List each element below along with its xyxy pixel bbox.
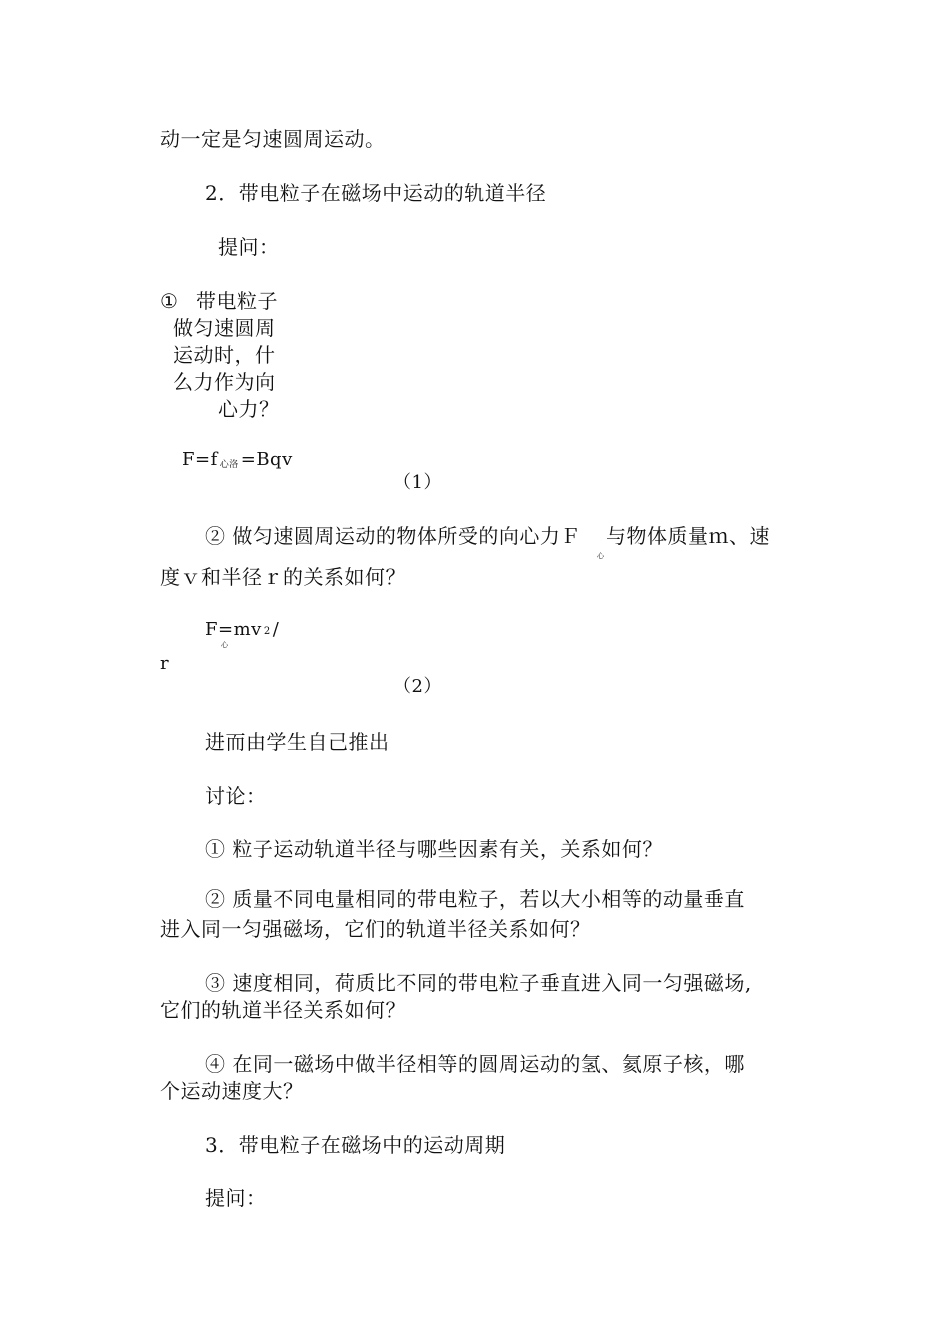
discussion-item: ② 质量不同电量相同的带电粒子，若以大小相等的动量垂直	[205, 887, 745, 911]
equation-text: /	[272, 619, 280, 640]
discussion-item: ③ 速度相同，荷质比不同的带电粒子垂直进入同一匀强磁场,	[205, 971, 752, 995]
equation-text: F=f	[182, 449, 218, 470]
subscript: 心	[221, 641, 228, 649]
equation-text: r	[160, 653, 170, 674]
text-line: 讨论：	[205, 784, 267, 808]
question-text: 度ｖ和半径ｒ的关系如何？	[160, 565, 406, 589]
subscript: 心	[597, 552, 604, 560]
question-text: 运动时，什	[173, 343, 276, 367]
section-heading: 2．带电粒子在磁场中运动的轨道半径	[205, 181, 547, 205]
discussion-item: 它们的轨道半径关系如何？	[160, 998, 406, 1022]
question-marker: ①	[160, 289, 179, 313]
question-text: ② 做匀速圆周运动的物体所受的向心力Ｆ	[205, 524, 581, 548]
equation-text: =mv	[218, 619, 262, 640]
equation-1	[182, 448, 293, 475]
question-text: 么力作为向	[173, 370, 276, 394]
question-text: 做匀速圆周	[173, 316, 276, 340]
equation-text: =Bqv	[240, 449, 293, 470]
discussion-item: ① 粒子运动轨道半径与哪些因素有关，关系如何？	[205, 837, 663, 861]
text-line: 进而由学生自己推出	[205, 730, 390, 754]
section-heading: 3．带电粒子在磁场中的运动周期	[205, 1133, 506, 1157]
text-line: 动一定是匀速圆周运动。	[160, 127, 386, 151]
equation-text: F	[205, 619, 218, 640]
equation-number: （1）	[393, 472, 442, 493]
text-line: 提问：	[218, 235, 280, 259]
question-text: 与物体质量ｍ、速	[606, 524, 770, 548]
equation-number: （2）	[393, 676, 442, 697]
question-text: 带电粒子	[196, 289, 278, 313]
discussion-item: 个运动速度大？	[160, 1079, 304, 1103]
equation-superscript: 2	[263, 626, 271, 637]
question-text: 心力？	[218, 397, 280, 421]
discussion-item: ④ 在同一磁场中做半径相等的圆周运动的氢、氦原子核，哪	[205, 1052, 745, 1076]
text-line: 提问：	[205, 1186, 267, 1210]
discussion-item: 进入同一匀强磁场，它们的轨道半径关系如何？	[160, 917, 591, 941]
equation-subscript: 心洛	[219, 460, 239, 470]
equation-2	[205, 618, 279, 645]
